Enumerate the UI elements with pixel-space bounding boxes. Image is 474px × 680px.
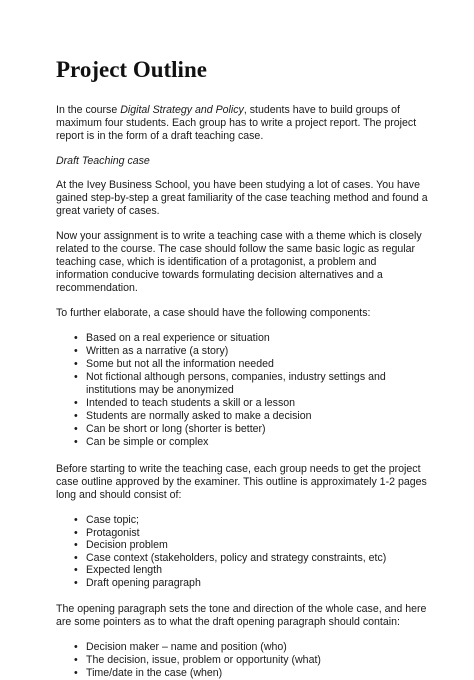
list-item: • Draft opening paragraph <box>74 577 430 590</box>
list-item: • Some but not all the information needed <box>74 358 430 371</box>
list-item: • Can be short or long (shorter is better) <box>74 423 430 436</box>
before-paragraph: Before starting to write the teaching case, each group needs to get the project case outline approved by the examiner. This outline is approximately 1-2 pages long and should consist of: <box>56 463 427 501</box>
list-item: • Can be simple or complex <box>74 436 430 449</box>
list-item: • Decision problem <box>74 539 430 552</box>
opening-paragraph: The opening paragraph sets the tone and direction of the whole case, and here are some pointers as to what the draft opening paragraph should contain: <box>56 603 427 628</box>
ivey-paragraph: At the Ivey Business School, you have been studying a lot of cases. You have gained step-by-step a great familiarity of the case teaching method and found a great variety of cases. <box>56 179 428 217</box>
list-item: • Intended to teach students a skill or a lesson <box>74 397 430 410</box>
intro-paragraph <box>56 104 430 143</box>
elaborate-paragraph: To further elaborate, a case should have the following components: <box>56 307 371 319</box>
components-list <box>56 332 430 449</box>
list-item: • Not fictional although persons, companies, industry settings and institutions may be anonymized <box>74 371 430 397</box>
assignment-paragraph: Now your assignment is to write a teaching case with a theme which is closely related to the course. The case should follow the same basic logic as regular teaching case, which is identification of a protagonist, a problem and information conducive towards formulating decision alternatives and a recommendation. <box>56 230 422 294</box>
intro-pre: In the course <box>56 104 121 116</box>
page-title: Project Outline <box>56 57 207 82</box>
list-item: • Students are normally asked to make a decision <box>74 410 430 423</box>
list-item: • Based on a real experience or situation <box>74 332 430 345</box>
list-item: • Protagonist <box>74 527 430 540</box>
course-name: Digital Strategy and Policy <box>120 104 244 116</box>
list-item: • Expected length <box>74 564 430 577</box>
intro-post: , students have to build groups of maximum four students. Each group has to write a project report. The project report is in the form of a draft teaching case. <box>56 104 417 142</box>
opening-list <box>56 641 430 680</box>
list-item: • Case context (stakeholders, policy and strategy constraints, etc) <box>74 552 430 565</box>
list-item: • Case topic; <box>74 514 430 527</box>
subheading: Draft Teaching case <box>56 155 150 167</box>
list-item: • Time/date in the case (when) <box>74 667 430 680</box>
list-item: • The decision, issue, problem or opportunity (what) <box>74 654 430 667</box>
list-item: • Written as a narrative (a story) <box>74 345 430 358</box>
list-item: • Decision maker – name and position (who) <box>74 641 430 654</box>
outline-list <box>56 514 430 589</box>
